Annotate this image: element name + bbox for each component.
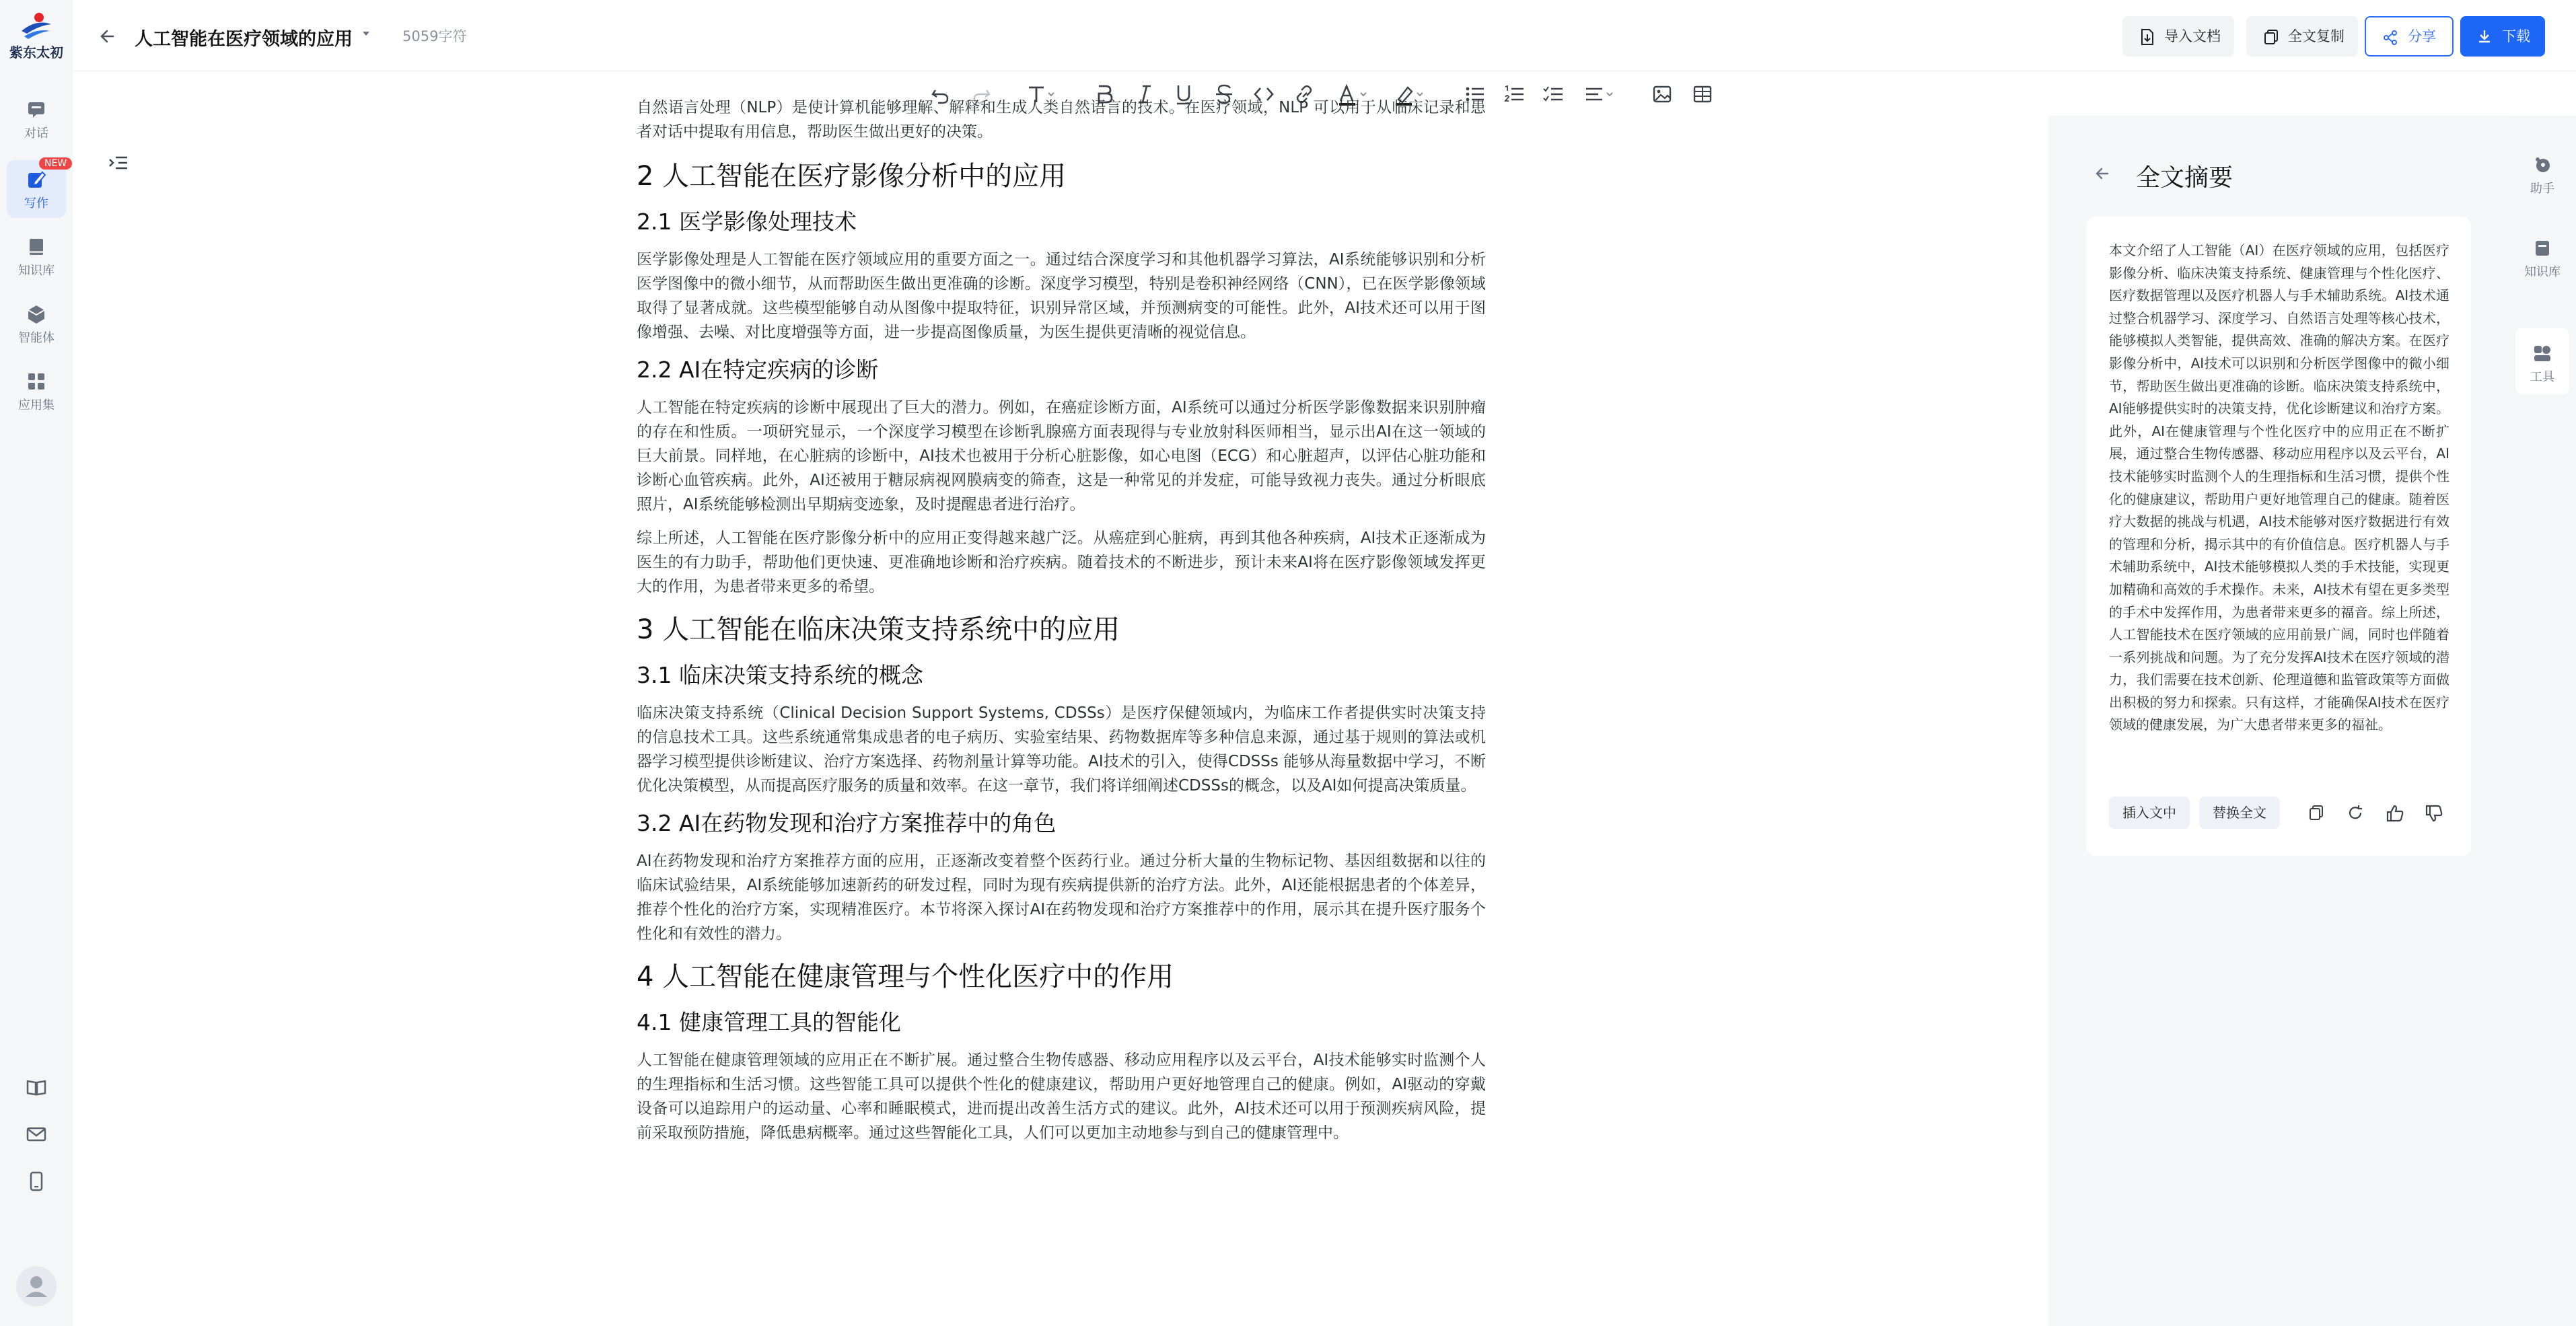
nav-label: 对话	[24, 126, 48, 141]
logo-icon	[19, 11, 54, 40]
outline-toggle-button[interactable]	[108, 152, 129, 176]
heading-section-2: 2 人工智能在医疗影像分析中的应用	[637, 161, 1067, 192]
summary-back-button[interactable]	[2091, 163, 2113, 187]
paragraph: 医学影像处理是人工智能在医疗领域应用的重要方面之一。通过结合深度学习和其他机器学习算法，AI系统能够识别和分析医学图像中的微小细节，从而帮助医生做出更准确的诊断。深度学习模型，特别是卷积神经网络（CNN），已在医学影像领域取得了显著成就。这些模型能够自动从图像中提取特征，识别异常区域，并预测病变的可能性。此外，AI技术还可以用于图像增强、去噪、对比度增强等方面，进一步提高图像质量，为医生提供更清晰的视觉信息。	[637, 251, 1486, 341]
copy-icon	[2262, 28, 2280, 46]
share-button[interactable]	[2365, 16, 2454, 57]
nav-item-write[interactable]	[7, 160, 66, 218]
brand-logo[interactable]	[7, 11, 66, 65]
copy-all-button[interactable]	[2246, 16, 2358, 57]
copy-all-label: 全文复制	[2288, 28, 2345, 44]
logo-text: 紫东太初	[9, 44, 63, 61]
nav-item-chat[interactable]	[7, 90, 66, 148]
import-label: 导入文档	[2164, 28, 2221, 44]
heading-section-4: 4 人工智能在健康管理与个性化医疗中的作用	[637, 961, 1174, 992]
nav-label: 写作	[24, 196, 48, 211]
right-rail	[2509, 116, 2576, 1326]
summary-card	[2086, 217, 2471, 856]
book-icon	[26, 237, 46, 257]
replace-all-button[interactable]: 替换全文	[2199, 797, 2280, 829]
user-avatar[interactable]	[16, 1266, 57, 1306]
nav-label: 应用集	[18, 398, 55, 412]
heading-3-1: 3.1 临床决策支持系统的概念	[637, 662, 923, 688]
nav-label: 智能体	[18, 331, 55, 345]
download-button[interactable]	[2460, 16, 2545, 57]
download-icon	[2476, 28, 2493, 44]
paragraph: 人工智能在特定疾病的诊断中展现出了巨大的潜力。例如，在癌症诊断方面，AI系统可以通过分析医学影像数据来识别肿瘤的存在和性质。一项研究显示，一个深度学习模型在诊断乳腺癌方面表现得与专业放射科医师相当，显示出AI在这一领域的巨大前景。同样地，在心脏病的诊断中，AI技术也被用于分析心脏影像，如心电图（ECG）和心脏超声，以评估心脏功能和诊断心血管疾病。此外，AI还被用于糖尿病视网膜病变的筛查，这是一种常见的并发症，可能导致视力丧失。通过分析眼底照片，AI系统能够检测出早期病变迹象，及时提醒患者进行治疗。	[637, 399, 1486, 513]
word-count: 5059字符	[402, 28, 467, 44]
open-book-icon	[26, 1076, 47, 1098]
guide-button[interactable]	[22, 1076, 51, 1106]
mail-button[interactable]	[22, 1124, 51, 1153]
rail-item-knowledge[interactable]	[2515, 223, 2569, 289]
heading-2-1: 2.1 医学影像处理技术	[637, 209, 857, 235]
refresh-icon[interactable]	[2346, 803, 2365, 822]
nav-item-knowledge[interactable]	[7, 227, 66, 285]
paragraph: 人工智能在健康管理领域的应用正在不断扩展。通过整合生物传感器、移动应用程序以及云平台，AI技术能够实时监测个人的生理指标和生活习惯。这些智能工具可以提供个性化的健康建议，帮助用户更好地管理自己的健康。例如，AI驱动的穿戴设备可以追踪用户的运动量、心率和睡眠模式，进而提出改善生活方式的建议。此外，AI技术还可以用于预测疾病风险，提前采取预防措施，降低患病概率。通过这些智能化工具，人们可以更加主动地参与到自己的健康管理中。	[637, 1052, 1486, 1142]
download-label: 下载	[2502, 28, 2530, 44]
document-editor[interactable]	[73, 99, 2048, 1326]
summary-title: 全文摘要	[2136, 164, 2233, 192]
insert-image-icon[interactable]	[1651, 81, 1673, 108]
summary-text: 本文介绍了人工智能（AI）在医疗领域的应用，包括医疗影像分析、临床决策支持系统、健康管理与个性化医疗、医疗数据管理以及医疗机器人与手术辅助系统。AI技术通过整合机器学习、深度学习、自然语言处理等核心技术，能够模拟人类智能，提供高效、准确的解决方案。在医疗影像分析中，AI技术可以识别和分析医学图像中的微小细节，帮助医生做出更准确的诊断。临床决策支持系统中，AI能够提供实时的决策支持，优化诊断建议和治疗方案。此外，AI在健康管理与个性化医疗中的应用正在不断扩展，通过整合生物传感器、移动应用程序以及云平台，AI技术能够实时监测个人的生理指标和生活习惯，提供个性化的健康建议，帮助用户更好地管理自己的健康。随着医疗大数据的挑战与机遇，AI技术能够对医疗数据进行有效的管理和分析，揭示其中的有价值信息。医疗机器人与手术辅助系统中，AI技术能够模拟人类的手术技能，实现更加精确和高效的手术操作。未来，AI技术有望在更多类型的手术中发挥作用，为患者带来更多的福音。综上所述，人工智能技术在医疗领域的应用前景广阔，同时也伴随着一系列挑战和问题。为了充分发挥AI技术在医疗领域的潜力，我们需要在技术创新、伦理道德和监管政策等方面做出积极的努力和探索。只有这样，才能确保AI技术在医疗领域的健康发展，为广大患者带来更多的福祉。	[2109, 242, 2449, 733]
assistant-icon	[2532, 155, 2552, 175]
paragraph: 自然语言处理（NLP）是使计算机能够理解、解释和生成人类自然语言的技术。在医疗领域，NLP 可以用于从临床记录和患者对话中提取有用信息，帮助医生做出更好的决策。	[637, 99, 1486, 141]
top-header	[73, 0, 2576, 71]
knowledge-icon	[2532, 238, 2552, 258]
nav-item-apps[interactable]	[7, 362, 66, 420]
cube-icon	[26, 304, 46, 324]
ordered-list-icon[interactable]	[1503, 81, 1525, 108]
rail-label: 知识库	[2524, 265, 2561, 279]
paragraph: 综上所述，人工智能在医疗影像分析中的应用正变得越来越广泛。从癌症到心脏病，再到其他各种疾病，AI技术正逐渐成为医生的有力助手，帮助他们更快速、更准确地诊断和治疗疾病。随着技术的不断进步，预计未来AI将在医疗影像领域发挥更大的作用，为患者带来更多的希望。	[637, 529, 1486, 595]
summary-actions	[2109, 797, 2449, 834]
apps-grid-icon	[26, 371, 46, 392]
task-list-icon[interactable]	[1542, 81, 1564, 108]
mail-icon	[26, 1124, 47, 1145]
outline-icon	[108, 152, 129, 174]
rail-label: 工具	[2530, 370, 2554, 384]
paragraph: 临床决策支持系统（Clinical Decision Support Systems, CDSSs）是医疗保健领域内，为临床工作者提供实时决策支持的信息技术工具。这些系统通常集成患者的电子病历、实验室结果、药物数据库等多种信息来源，通过基于规则的算法或机器学习模型提供诊断建议、治疗方案选择、药物剂量计算等功能。AI技术的引入，使得CDSSs 能够从海量数据中学习，不断优化决策模型，从而提高医疗服务的质量和效率。在这一章节，我们将详细阐述CDSSs的概念，以及AI如何提高决策质量。	[637, 704, 1486, 795]
title-dropdown[interactable]	[361, 28, 371, 42]
nav-item-agent[interactable]	[7, 295, 66, 353]
new-badge: NEW	[39, 157, 72, 170]
heading-section-3: 3 人工智能在临床决策支持系统中的应用	[637, 614, 1120, 645]
caret-down-icon	[361, 28, 371, 39]
nav-label: 知识库	[18, 264, 55, 278]
user-icon	[16, 1266, 57, 1306]
align-icon[interactable]	[1584, 81, 1619, 108]
left-sidebar	[0, 0, 73, 1326]
summary-panel	[2048, 116, 2509, 1326]
import-file-icon	[2139, 28, 2156, 46]
thumbs-down-icon[interactable]	[2424, 803, 2444, 823]
rail-label: 助手	[2530, 182, 2554, 196]
tools-icon	[2532, 343, 2552, 363]
back-button[interactable]	[96, 24, 120, 48]
heading-3-2: 3.2 AI在药物发现和治疗方案推荐中的角色	[637, 810, 1057, 836]
copy-icon[interactable]	[2307, 803, 2326, 822]
share-icon	[2382, 30, 2398, 46]
document-content[interactable]	[637, 96, 1486, 1154]
heading-2-2: 2.2 AI在特定疾病的诊断	[637, 357, 879, 383]
rail-item-assistant[interactable]	[2515, 140, 2569, 206]
arrow-left-icon	[2091, 163, 2113, 184]
thumbs-up-icon[interactable]	[2385, 803, 2405, 823]
import-document-button[interactable]	[2122, 16, 2234, 57]
chat-icon	[26, 100, 46, 120]
insert-table-icon[interactable]	[1692, 81, 1713, 108]
paragraph: AI在药物发现和治疗方案推荐方面的应用，正逐渐改变着整个医药行业。通过分析大量的生物标记物、基因组数据和以往的临床试验结果，AI系统能够加速新药的研发过程，同时为现有疾病提供新的治疗方法。此外，AI还能根据患者的个体差异，推荐个性化的治疗方案，实现精准医疗。本节将深入探讨AI在药物发现和治疗方案推荐中的作用，展示其在提升医疗服务个性化和有效性的潜力。	[637, 852, 1486, 943]
insert-into-text-button[interactable]: 插入文中	[2109, 797, 2190, 829]
share-label: 分享	[2408, 28, 2436, 44]
rail-item-tools[interactable]	[2515, 328, 2569, 394]
heading-4-1: 4.1 健康管理工具的智能化	[637, 1009, 901, 1035]
arrow-left-icon	[96, 24, 120, 48]
phone-icon	[26, 1171, 47, 1192]
document-title[interactable]: 人工智能在医疗领域的应用	[135, 29, 353, 50]
write-icon	[26, 170, 46, 190]
mobile-button[interactable]	[22, 1171, 51, 1200]
